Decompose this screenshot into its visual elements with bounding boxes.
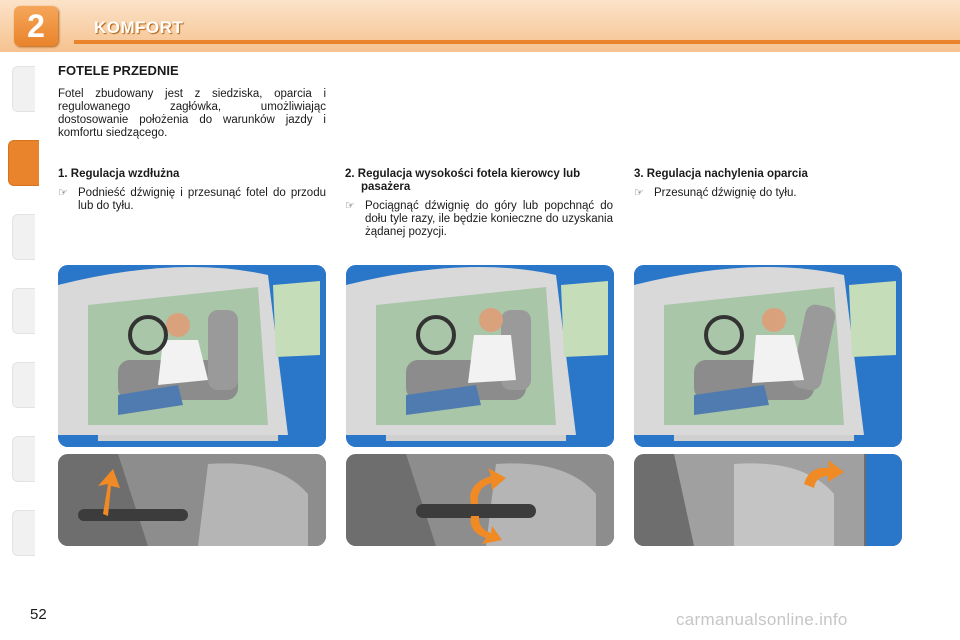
chapter-tabs (12, 66, 34, 576)
hand-pointer-icon: ☞ (58, 187, 68, 199)
chapter-tab-7[interactable] (12, 510, 35, 556)
instruction-heading: 2. Regulacja wysokości fotela kierowcy lub pasażera (345, 168, 581, 193)
instruction-text: Pociągnąć dźwignię do góry lub popchnąć do dołu tyle razy, ile będzie konieczne do uzyskania żądanej pozycji. (365, 200, 613, 238)
chapter-tab-2-active[interactable] (8, 140, 39, 186)
chapter-tab-1[interactable] (12, 66, 35, 112)
header-rule (74, 40, 960, 44)
chapter-number-badge: 2 (14, 6, 58, 46)
instruction-bullet (634, 187, 902, 200)
lever-detail-photo-3 (634, 454, 902, 546)
hand-pointer-icon: ☞ (634, 187, 644, 199)
instruction-heading: 1. Regulacja wzdłużna (58, 168, 180, 180)
car-seat-photo-1 (58, 265, 326, 447)
instruction-bullet (345, 200, 613, 239)
section-intro: Fotel zbudowany jest z siedziska, oparcia i regulowanego zagłówka, umożliwiając dostosowanie położenia do warunków jazdy i komfortu siedzącego. (58, 88, 326, 139)
instruction-column-3 (634, 168, 902, 200)
lever-detail-photo-2 (346, 454, 614, 546)
hand-pointer-icon: ☞ (345, 200, 355, 212)
chapter-tab-3[interactable] (12, 214, 35, 260)
instruction-text: Podnieść dźwignię i przesunąć fotel do przodu lub do tyłu. (78, 187, 326, 212)
chapter-tab-4[interactable] (12, 288, 35, 334)
chapter-header (0, 0, 960, 52)
chapter-tab-6[interactable] (12, 436, 35, 482)
instruction-column-2 (345, 168, 613, 239)
instruction-heading: 3. Regulacja nachylenia oparcia (634, 168, 808, 180)
chapter-title: KOMFORT (94, 18, 184, 37)
chapter-tab-5[interactable] (12, 362, 35, 408)
watermark: carmanualsonline.info (676, 610, 848, 629)
instruction-column-1 (58, 168, 326, 213)
page-number: 52 (30, 606, 47, 623)
lever-detail-photo-1 (58, 454, 326, 546)
car-seat-photo-3 (634, 265, 902, 447)
car-seat-photo-2 (346, 265, 614, 447)
section-title: FOTELE PRZEDNIE (58, 63, 179, 78)
instruction-text: Przesunąć dźwignię do tyłu. (654, 187, 797, 199)
instruction-bullet (58, 187, 326, 213)
